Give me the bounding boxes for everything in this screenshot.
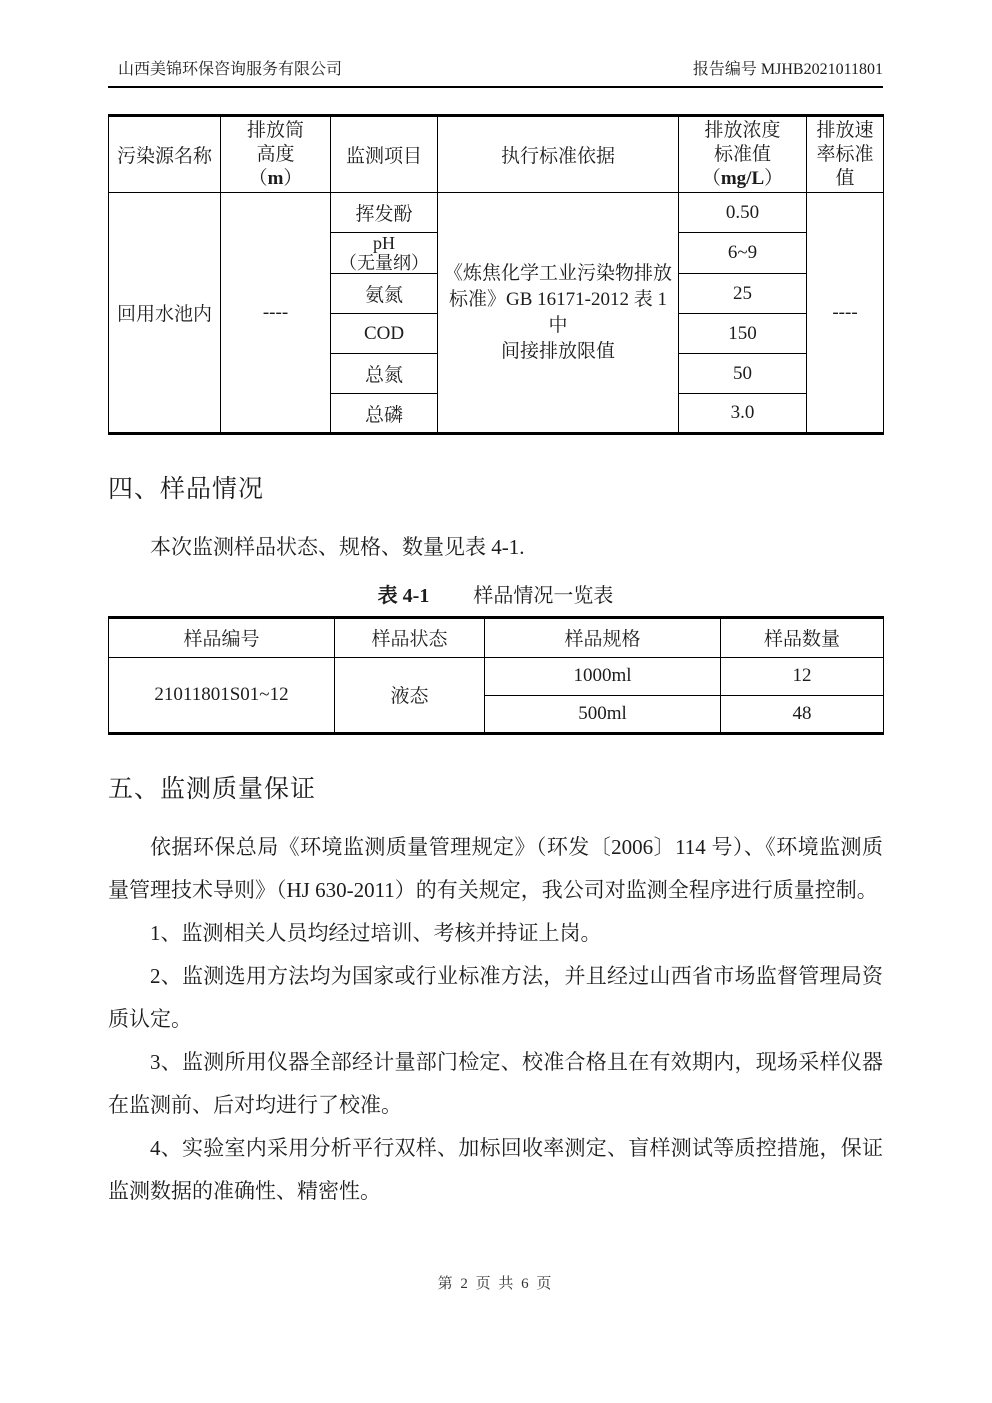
qa-paragraph-3: 3、监测所用仪器全部经计量部门检定、校准合格且在有效期内，现场采样仪器在监测前、后对均进行了校准。: [108, 1049, 883, 1117]
th-rate-limit: 排放速 率标准 值: [807, 116, 884, 193]
cell-value-tn: 50: [679, 354, 807, 394]
cell-item-ph: pH （无量纲）: [331, 233, 438, 274]
table-caption-title: 样品情况一览表: [473, 584, 614, 607]
section-4-heading: 四、样品情况: [108, 476, 265, 503]
th-sample-spec: 样品规格: [485, 617, 721, 657]
cell-item-phenol: 挥发酚: [331, 193, 438, 233]
th-standard-basis: 执行标准依据: [438, 116, 679, 193]
table-caption: [108, 579, 883, 608]
cell-standard-basis: 《炼焦化学工业污染物排放 标准》GB 16171-2012 表 1 中 间接排放限值: [438, 193, 679, 434]
section-5-body: [108, 826, 883, 1213]
qa-paragraph-1: 1、监测相关人员均经过培训、考核并持证上岗。: [150, 920, 602, 945]
header-rule: [108, 86, 883, 88]
cell-value-ammonia: 25: [679, 274, 807, 314]
qa-paragraph-2: 2、监测选用方法均为国家或行业标准方法，并且经过山西省市场监督管理局资质认定。: [108, 963, 883, 1031]
cell-value-phenol: 0.50: [679, 193, 807, 233]
table-row: [109, 657, 884, 695]
cell-item-ammonia: 氨氮: [331, 274, 438, 314]
sample-table: [108, 616, 884, 735]
table1-header-row: [109, 116, 884, 193]
th-concentration-limit: 排放浓度 标准值（mg/L）: [679, 116, 807, 193]
cell-spec-500: 500ml: [485, 695, 721, 733]
th-sample-state: 样品状态: [335, 617, 485, 657]
cell-value-ph: 6~9: [679, 233, 807, 274]
cell-stack-height: ----: [221, 193, 331, 434]
th-sample-qty: 样品数量: [721, 617, 884, 657]
table-caption-label: 表 4-1: [377, 584, 430, 607]
table2-header-row: [109, 617, 884, 657]
th-stack-height: 排放筒 高度 （m）: [221, 116, 331, 193]
table-row: [109, 193, 884, 233]
th-pollution-source: 污染源名称: [109, 116, 221, 193]
doc-header: [108, 0, 883, 80]
cell-sample-state: 液态: [335, 657, 485, 733]
report-number: 报告编号 MJHB2021011801: [692, 61, 883, 78]
th-monitoring-item: 监测项目: [331, 116, 438, 193]
cell-item-tp: 总磷: [331, 394, 438, 434]
content-area: [108, 0, 883, 1213]
cell-value-tp: 3.0: [679, 394, 807, 434]
page-footer: 第 2 页 共 6 页: [437, 1276, 554, 1292]
cell-source-name: 回用水池内: [109, 193, 221, 434]
cell-sample-id: 21011801S01~12: [109, 657, 335, 733]
section-5-heading: 五、监测质量保证: [108, 775, 317, 803]
cell-value-cod: 150: [679, 314, 807, 354]
cell-rate-value: ----: [807, 193, 884, 434]
company-name: 山西美锦环保咨询服务有限公司: [118, 61, 343, 78]
qa-paragraph-4: 4、实验室内采用分析平行双样、加标回收率测定、盲样测试等质控措施，保证监测数据的准确性、精密性。: [108, 1135, 883, 1203]
cell-qty-500: 48: [721, 695, 884, 733]
qa-paragraph-intro: 依据环保总局《环境监测质量管理规定》（环发〔2006〕114 号）、《环境监测质量管理技术导则》（HJ 630-2011）的有关规定，我公司对监测全程序进行质量控制。: [108, 834, 883, 902]
th-sample-id: 样品编号: [109, 617, 335, 657]
cell-item-cod: COD: [331, 314, 438, 354]
cell-item-tn: 总氮: [331, 354, 438, 394]
emission-standards-table: [108, 114, 884, 435]
sample-intro-paragraph: 本次监测样品状态、规格、数量见表 4-1.: [150, 534, 525, 559]
cell-qty-1000: 12: [721, 657, 884, 695]
cell-spec-1000: 1000ml: [485, 657, 721, 695]
